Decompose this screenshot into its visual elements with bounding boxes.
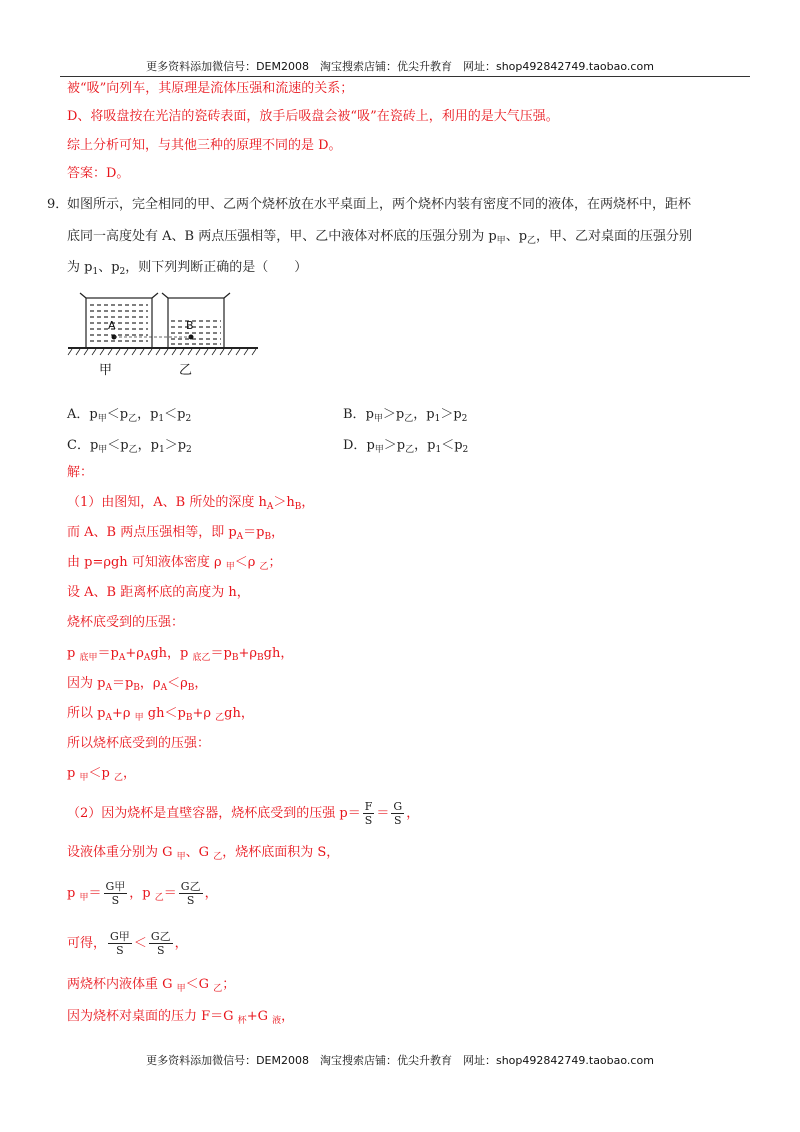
solution-step-8: 所以 $p_A+\rho$ $_甲$ $gh<p_B+\rho$ $_乙$gh， bbox=[67, 706, 254, 723]
question-number: 9． bbox=[47, 197, 69, 212]
prev-line-1: 被“吸”向列车，其原理是流体压强和流速的关系； bbox=[67, 81, 354, 96]
fraction-gjia-over-s-2: $\frac{\text{G甲}}{S}$ bbox=[110, 930, 130, 957]
fraction-gjia-over-s: $\frac{\text{G甲}}{S}$ bbox=[105, 880, 126, 907]
solution-step-6: p $_{底甲}=p_A+\rho_Agh$，p $_{底乙}=p_B+\rho_Bgh$， bbox=[67, 646, 294, 663]
solution-label: 解： bbox=[67, 465, 94, 480]
prev-answer: 答案：D。 bbox=[67, 166, 130, 181]
fraction-g-over-s: $\frac{G}{S}$ bbox=[393, 800, 403, 827]
solution-step-5: 烧杯底受到的压强： bbox=[67, 615, 185, 630]
beaker-yi bbox=[162, 293, 230, 348]
solution-step-7: 因为 $p_A=p_B$，$\rho_A<\rho_B$， bbox=[67, 676, 208, 693]
solution-step-15: 两烧杯内液体重 G $_甲$＜G $_乙$； bbox=[67, 977, 236, 994]
solution-step-12: 设液体重分别为 G $_甲$、G $_乙$，烧杯底面积为 S， bbox=[67, 845, 340, 862]
solution-step-4: 设 A、B 距离杯底的高度为 h， bbox=[67, 585, 250, 600]
fraction-gyi-over-s: $\frac{\text{G乙}}{S}$ bbox=[180, 880, 201, 907]
prev-line-3: 综上分析可知，与其他三种的原理不同的是 D。 bbox=[67, 138, 342, 153]
fraction-f-over-s: $\frac{F}{S}$ bbox=[364, 800, 373, 827]
solution-step-9: 所以烧杯底受到的压强： bbox=[67, 736, 211, 751]
question-line-1: 如图所示，完全相同的甲、乙两个烧杯放在水平桌面上，两个烧杯内装有密度不同的液体，在两烧杯中，距杯 bbox=[67, 197, 692, 212]
option-b[interactable]: B．$p_甲>p_乙$，$p_1>p_2$ bbox=[343, 407, 468, 424]
table-hatching bbox=[68, 349, 256, 355]
option-d[interactable]: D．$p_甲>p_乙$，$p_1<p_2$ bbox=[343, 438, 469, 455]
option-c[interactable]: C．$p_甲<p_乙$，$p_1>p_2$ bbox=[67, 438, 192, 455]
solution-step-1: （1）由图知，A、B 所处的深度 $h_A>h_B$， bbox=[67, 495, 315, 512]
solution-step-14: 可得， $\frac{\text{G甲}}{S}$ ＜ $\frac{\text{G乙}}{S}$ ， bbox=[67, 930, 188, 957]
question-line-3: 为 $p_1$、$p_2$，则下列判断正确的是（ ） bbox=[67, 260, 308, 277]
option-a[interactable]: A．$p_甲<p_乙$，$p_1<p_2$ bbox=[67, 407, 192, 424]
beaker-jia bbox=[80, 293, 158, 348]
solution-step-10: p $_甲$＜p $_乙$， bbox=[67, 766, 136, 783]
prev-line-2: D、将吸盘按在光洁的瓷砖表面，放手后吸盘会被“吸”在瓷砖上，利用的是大气压强。 bbox=[67, 109, 559, 124]
solution-step-3: 由 p=ρgh 可知液体密度 ρ $_甲$＜ρ $_乙$； bbox=[67, 555, 282, 572]
caption-jia: 甲 bbox=[99, 363, 113, 378]
solution-step-16: 因为烧杯对桌面的压力 F＝G $_杯$+G $_液$， bbox=[67, 1009, 295, 1026]
caption-yi: 乙 bbox=[179, 363, 193, 378]
page-header: 更多资料添加微信号：DEM2008 淘宝搜索店铺：优尖升教育 网址：shop492842749.taobao.com bbox=[146, 60, 654, 73]
solution-step-2: 而 A、B 两点压强相等，即 $p_A=p_B$， bbox=[67, 525, 285, 542]
solution-step-13: p $_甲$＝ $\frac{\text{G甲}}{S}$ ，p $_乙$＝ $\frac{\text{G乙}}{S}$ ， bbox=[67, 880, 218, 907]
page-footer: 更多资料添加微信号：DEM2008 淘宝搜索店铺：优尖升教育 网址：shop492842749.taobao.com bbox=[146, 1054, 654, 1067]
beakers-figure bbox=[66, 285, 266, 380]
label-b: B bbox=[186, 319, 194, 332]
header-rule bbox=[60, 76, 750, 77]
question-line-2: 底同一高度处有 A、B 两点压强相等，甲、乙中液体对杯底的压强分别为 $p_甲$、$p_乙$，甲、乙对桌面的压强分别 bbox=[67, 229, 693, 246]
fraction-gyi-over-s-2: $\frac{\text{G乙}}{S}$ bbox=[150, 930, 171, 957]
solution-step-11: （2）因为烧杯是直壁容器，烧杯底受到的压强 p＝ $\frac{F}{S}$ ＝ $\frac{G}{S}$ ， bbox=[67, 800, 420, 827]
label-a: A bbox=[108, 319, 116, 332]
